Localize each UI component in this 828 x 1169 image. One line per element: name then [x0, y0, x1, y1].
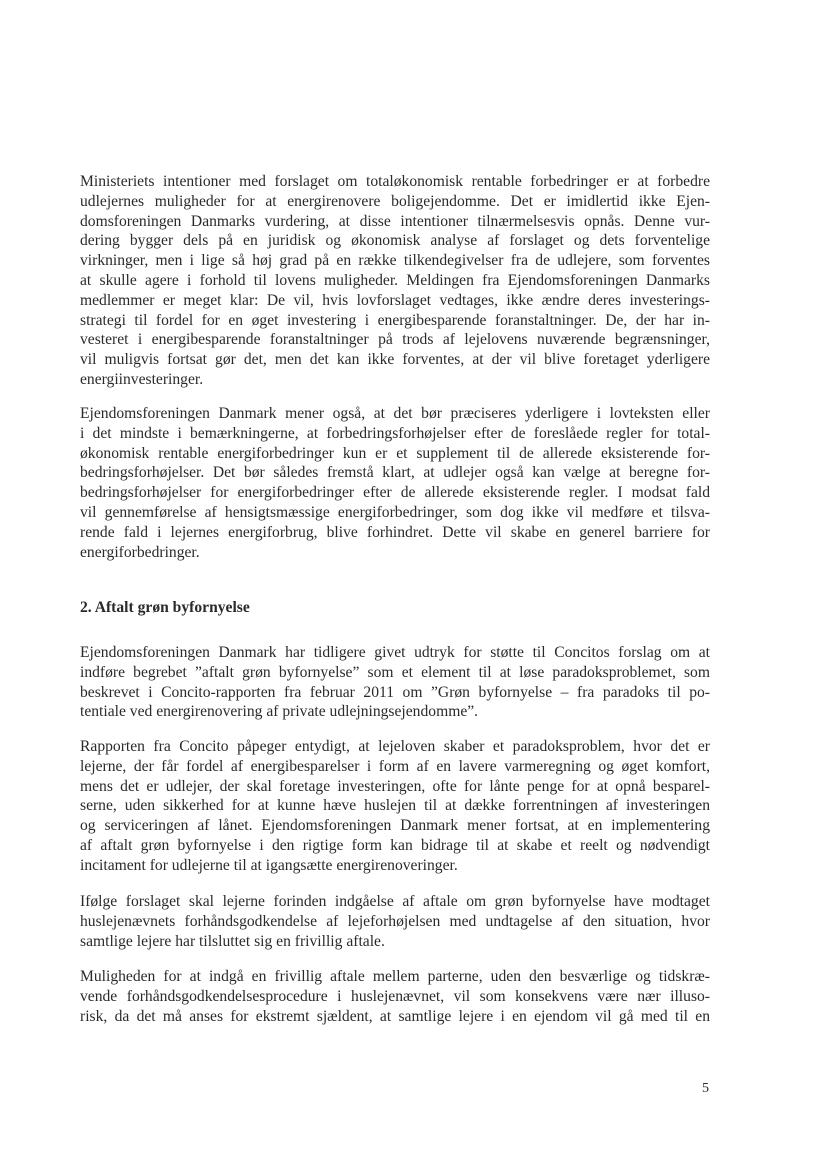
text-line: indføre begrebet ”aftalt grøn byfornyelse” som et element til at løse paradoksproblemet, som [80, 663, 710, 681]
text-line: samtlige lejere har tilsluttet sig en frivillig aftale. [80, 932, 385, 950]
text-line: lejerne, der får fordel af energibesparelser i form af en lavere varmeregning og øget komfort, [80, 757, 710, 775]
text-line: og serviceringen af lånet. Ejendomsforeningen Danmark mener fortsat, at en implementering [80, 817, 710, 835]
paragraph-ministry-intentions [80, 172, 710, 390]
page-number: 5 [702, 1081, 709, 1096]
text-line: vil muligvis fortsat gør det, men det kan ikke forventes, at der vil blive foretaget yderligere [80, 351, 710, 369]
text-line: energiinvesteringer. [80, 370, 204, 388]
text-line: bedringsforhøjelser for energiforbedringer efter de allerede eksisterende regler. I modsat fald [80, 484, 710, 502]
text-line: Ministeriets intentioner med forslaget om totaløkonomisk rentable forbedringer er at forbedre [80, 173, 710, 190]
paragraph-voluntary-agreement [80, 967, 710, 1026]
text-line: bedringsforhøjelser. Det bør således fremstå klart, at udlejer også kan vælge at beregne for- [80, 464, 710, 482]
paragraph-concito-support [80, 643, 710, 722]
text-line: dering bygger dels på en juridisk og økonomisk analyse af forslaget og dets forventelige [80, 232, 710, 250]
section-heading: 2. Aftalt grøn byfornyelse [80, 599, 250, 616]
text-line: energiforbedringer. [80, 543, 200, 561]
text-line: incitament for udlejerne til at igangsætte energirenoveringer. [80, 856, 458, 874]
text-line: udlejernes muligheder for at energirenovere boligejendomme. Det er imidlertid ikke Ejen- [80, 192, 710, 210]
text-line: at skulle agere i forhold til lovens muligheder. Meldingen fra Ejendomsforeningen Danmarks [80, 271, 710, 289]
text-line: virkninger, men i lige så høj grad på en række tilkendegivelser fra de udlejere, som forventes [80, 252, 710, 270]
paragraph-paradox-problem [80, 737, 710, 876]
text-line: Muligheden for at indgå en frivillig aftale mellem parterne, uden den besværlige og tidskræ- [80, 968, 710, 985]
text-line: strategi til fordel for en øget investering i energibesparende foranstaltninger. De, der har in- [80, 311, 710, 329]
text-line: mens det er udlejer, der skal foretage investeringen, ofte for lånte penge for at opnå besparel- [80, 777, 710, 795]
text-line: Ifølge forslaget skal lejerne forinden indgåelse af aftale om grøn byfornyelse have modtaget [80, 893, 710, 910]
text-line: i det mindste i bemærkningerne, at forbedringsforhøjelser efter de foreslåede regler for total- [80, 424, 710, 442]
text-line: af aftalt grøn byfornyelse i den rigtige form kan bidrage til at skabe et reelt og nødvendigt [80, 836, 710, 854]
text-line: vesteret i energibesparende foranstaltninger på trods af lejelovens nuværende begrænsninger, [80, 331, 710, 349]
paragraph-clarification-request [80, 404, 710, 562]
text-line: Ejendomsforeningen Danmark har tidligere givet udtryk for støtte til Concitos forslag om at [80, 644, 710, 661]
text-line: Ejendomsforeningen Danmark mener også, at det bør præciseres yderligere i lovteksten eller [80, 405, 710, 422]
text-line: tentiale ved energirenovering af private udlejningsejendomme”. [80, 703, 479, 721]
text-line: huslejenævnets forhåndsgodkendelse af lejeforhøjelsen med undtagelse af den situation, hvor [80, 912, 710, 930]
paragraph-preapproval-requirement [80, 892, 710, 951]
text-line: økonomisk rentable energiforbedringer kun er et supplement til de allerede eksisterende for- [80, 444, 710, 462]
text-line: Rapporten fra Concito påpeger entydigt, at lejeloven skaber et paradoksproblem, hvor det er [80, 738, 710, 755]
text-line: vil gennemførelse af hensigtsmæssige energiforbedringer, som dog ikke vil medføre et tilsva- [80, 503, 710, 521]
text-line: medlemmer er meget klar: De vil, hvis lovforslaget vedtages, ikke ændre deres investerings- [80, 291, 710, 309]
text-line: vende forhåndsgodkendelsesprocedure i huslejenævnet, vil som konsekvens være nær illuso- [80, 987, 710, 1005]
text-line: beskrevet i Concito-rapporten fra februar 2011 om ”Grøn byfornyelse – fra paradoks til po- [80, 683, 710, 701]
text-line: rende fald i lejernes energiforbrug, blive forhindret. Dette vil skabe en generel barriere for [80, 523, 710, 541]
text-line: domsforeningen Danmarks vurdering, at disse intentioner tilnærmelsesvis opnås. Denne vur- [80, 212, 710, 230]
text-line: serne, uden sikkerhed for at kunne hæve huslejen til at dække forrentningen af investeringen [80, 797, 710, 815]
text-line: risk, da det må anses for ekstremt sjældent, at samtlige lejere i en ejendom vil gå med til en [80, 1007, 710, 1025]
